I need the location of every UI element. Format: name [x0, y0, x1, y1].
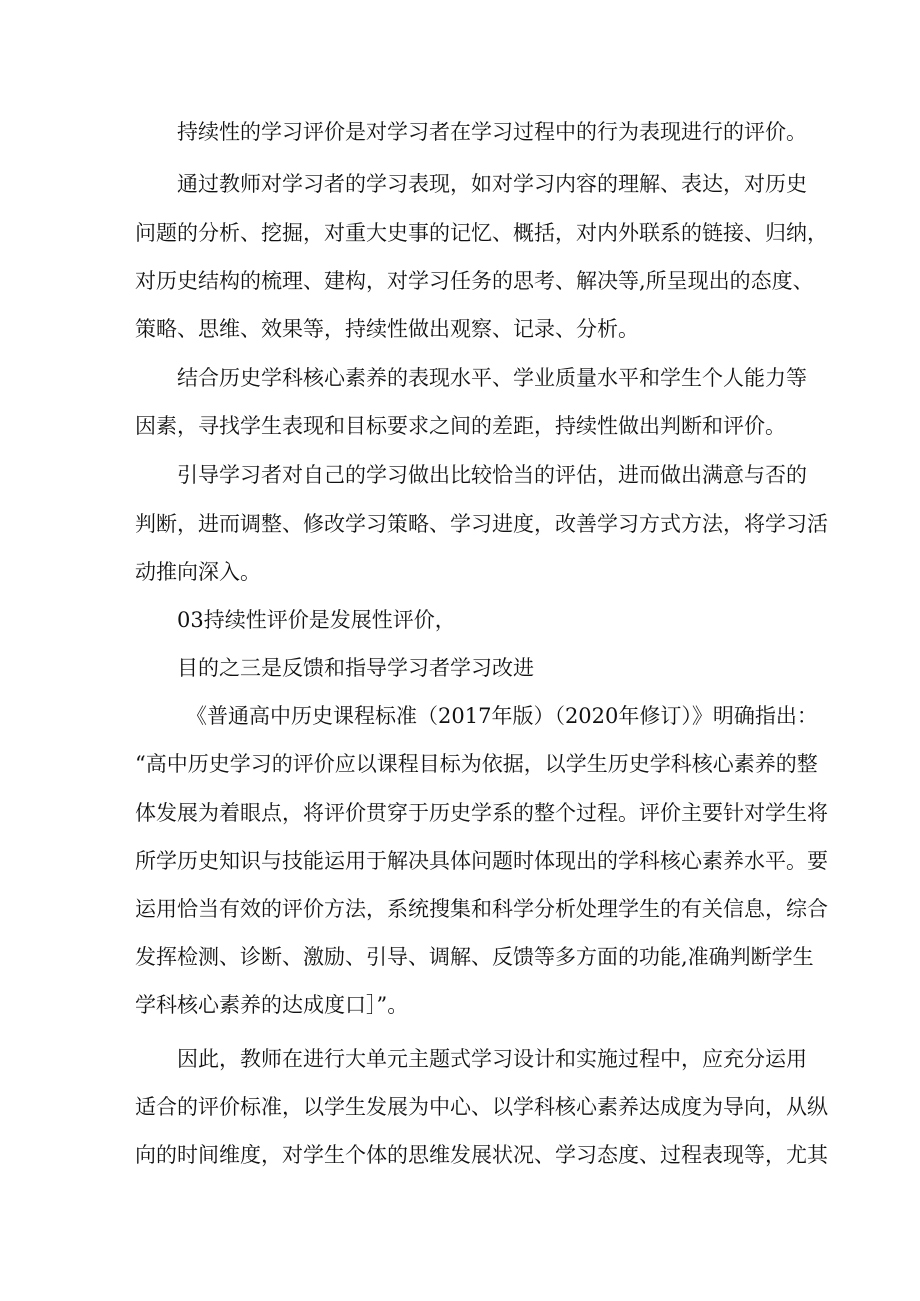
paragraph-4-line-3: 动推向深入。 [135, 560, 261, 584]
paragraph-7-line-2: “高中历史学习的评价应以课程目标为依据，以学生历史学科核心素养的整 [135, 752, 818, 776]
paragraph-3-line-2: 因素，寻找学生表现和目标要求之间的差距，持续性做出判断和评价。 [135, 414, 786, 438]
paragraph-1-line-1: 持续性的学习评价是对学习者在学习过程中的行为表现进行的评价。 [177, 120, 807, 144]
paragraph-8-line-3: 向的时间维度，对学生个体的思维发展状况、学习态度、过程表现等，尤其 [135, 1143, 828, 1167]
paragraph-7-line-7: 学科核心素养的达成度口］”。 [135, 993, 409, 1017]
paragraph-4-line-1: 引导学习者对自己的学习做出比较恰当的评估，进而做出满意与否的 [177, 463, 807, 487]
paragraph-4-line-2: 判断，进而调整、修改学习策略、学习进度，改善学习方式方法，将学习活 [135, 512, 828, 536]
paragraph-7-line-1: 《普通高中历史课程标准（2017年版）（2020年修订）》明确指出： [186, 704, 818, 728]
paragraph-7-line-4: 所学历史知识与技能运用于解决具体问题时体现出的学科核心素养水平。要 [135, 849, 828, 873]
paragraph-8-line-2: 适合的评价标准，以学生发展为中心、以学科核心素养达成度为导向，从纵 [135, 1095, 828, 1119]
paragraph-7-line-5: 运用恰当有效的评价方法，系统搜集和科学分析处理学生的有关信息，综合 [135, 897, 828, 921]
paragraph-6-line-1: 目的之三是反馈和指导学习者学习改进 [177, 656, 534, 680]
paragraph-8-line-1: 因此，教师在进行大单元主题式学习设计和实施过程中，应充分运用 [177, 1047, 807, 1071]
paragraph-2-line-1: 通过教师对学习者的学习表现，如对学习内容的理解、表达，对历史 [177, 172, 807, 196]
paragraph-2-line-2: 问题的分析、挖掘，对重大史事的记忆、概括，对内外联系的链接、归纳， [135, 221, 828, 245]
paragraph-7-line-3: 体发展为着眼点，将评价贯穿于历史学系的整个过程。评价主要针对学生将 [135, 801, 828, 825]
paragraph-2-line-4: 策略、思维、效果等，持续性做出观察、记录、分析。 [135, 317, 639, 341]
paragraph-2-line-3: 对历史结构的梳理、建构，对学习任务的思考、解决等,所呈现出的态度、 [135, 269, 814, 293]
paragraph-7-line-6: 发挥检测、诊断、激励、引导、调解、反馈等多方面的功能,准确判断学生 [135, 945, 814, 969]
paragraph-3-line-1: 结合历史学科核心素养的表现水平、学业质量水平和学生个人能力等 [177, 366, 807, 390]
paragraph-5-line-1: 03持续性评价是发展性评价， [177, 608, 456, 632]
